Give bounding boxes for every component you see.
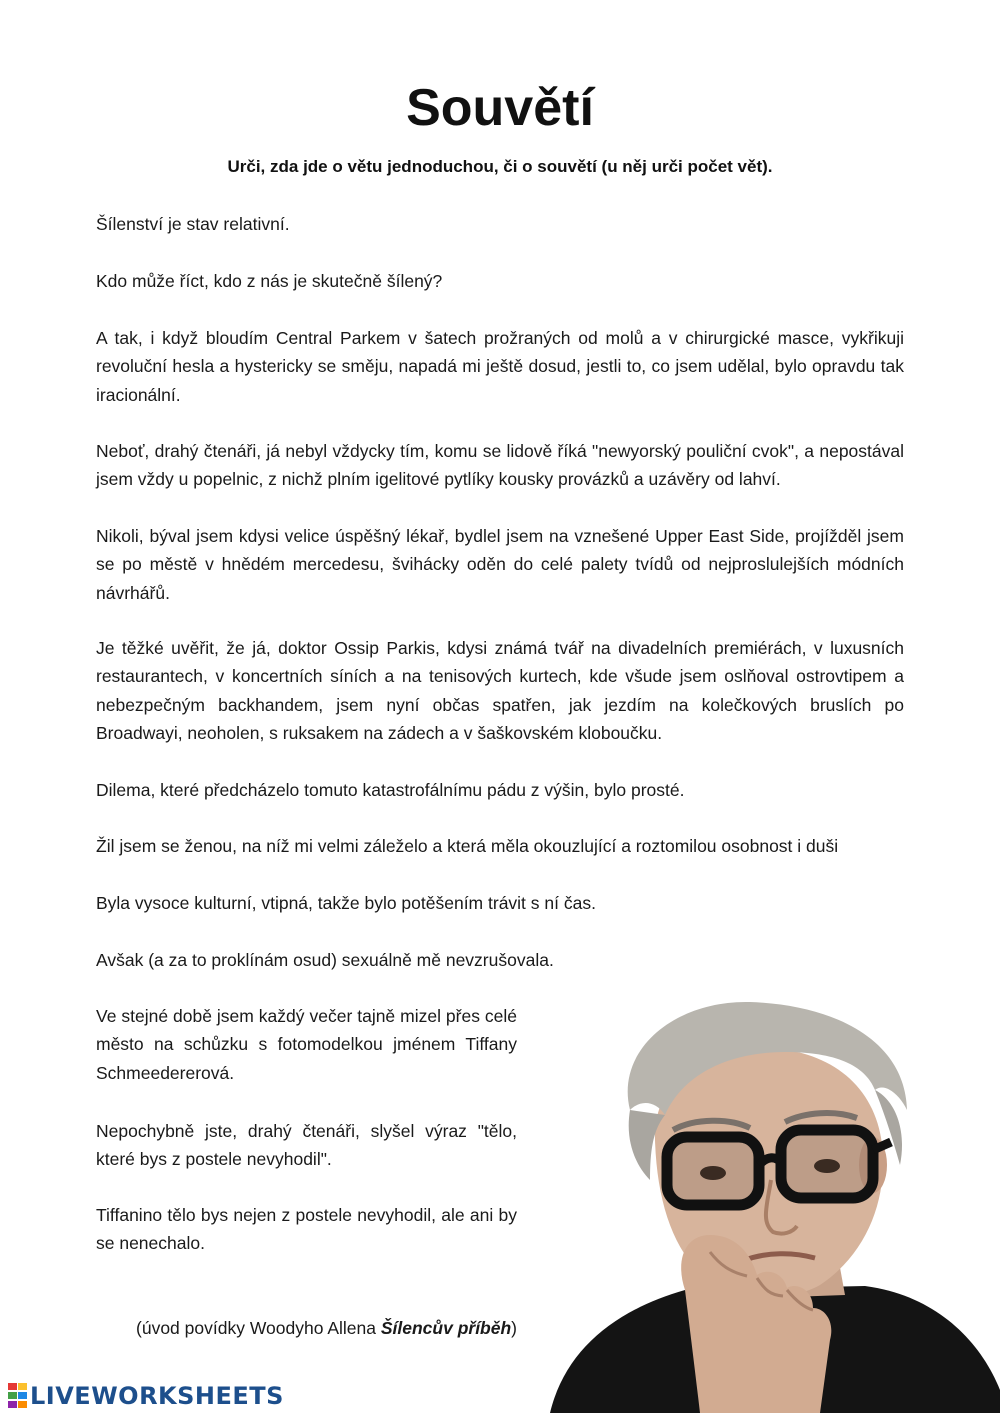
paragraph-10: Avšak (a za to proklínám osud) sexuálně mě nevzrušovala. — [96, 950, 554, 970]
liveworksheets-logo-text: LIVEWORKSHEETS — [30, 1382, 284, 1410]
paragraph-8: Žil jsem se ženou, na níž mi velmi záleželo a která měla okouzlující a roztomilou osobnost i duši — [96, 836, 839, 856]
liveworksheets-logo — [8, 1380, 284, 1412]
paragraph-4: Neboť, drahý čtenáři, já nebyl vždycky tím, komu se lidově říká "newyorský pouliční cvok", a nepostával jsem vždy u popelnic, z nichž plním igelitové pytlíky kousky provázků a uzávěry od lahví. — [96, 441, 904, 490]
paragraph-9: Byla vysoce kulturní, vtipná, takže bylo potěšením trávit s ní čas. — [96, 893, 596, 913]
source-prefix: (úvod povídky Woodyho Allena — [136, 1318, 381, 1338]
portrait-photo — [535, 990, 1000, 1413]
paragraph-6: Je těžké uvěřit, že já, doktor Ossip Parkis, kdysi známá tvář na divadelních premiérách, v luxusních restaurantech, v koncertních síních a na tenisových kurtech, kde všude jsem oslňoval ostrovtipem a nebezpečným backhandem, jsem nyní občas spatřen, jak jezdím na kolečkových bruslích po Broadwayi, neoholen, s ruksakem na zádech a v šaškovském kloboučku. — [96, 638, 904, 743]
instruction: Urči, zda jde o větu jednoduchou, či o souvětí (u něj urči počet vět). — [227, 157, 773, 176]
source-work-title: Šílencův příběh — [380, 1318, 512, 1338]
paragraph-1: Šílenství je stav relativní. — [96, 214, 290, 234]
paragraph-7: Dilema, které předcházelo tomuto katastrofálnímu pádu z výšin, bylo prosté. — [96, 780, 685, 800]
paragraph-13: Tiffanino tělo bys nejen z postele nevyhodil, ale ani by se nenechalo. — [96, 1205, 517, 1254]
liveworksheets-logo-icon — [8, 1383, 28, 1409]
source-citation — [96, 1314, 517, 1342]
paragraph-5: Nikoli, býval jsem kdysi velice úspěšný lékař, bydlel jsem na vznešené Upper East Side, projížděl jsem se po městě v hnědém mercedesu, švihácky oděn do celé palety tvídů od nejproslulejších módních návrhářů. — [96, 526, 904, 603]
paragraph-11: Ve stejné době jsem každý večer tajně mizel přes celé město na schůzku s fotomodelkou jménem Tiffany Schmeedererová. — [96, 1006, 517, 1083]
paragraph-12: Nepochybně jste, drahý čtenáři, slyšel výraz "tělo, které bys z postele nevyhodil". — [96, 1121, 517, 1170]
paragraph-3: A tak, i když bloudím Central Parkem v šatech prožraných od molů a v chirurgické masce, vykřikuji revoluční hesla a hystericky se směju, napadá mi ještě dosud, jestli to, co jsem udělal, bylo opravdu tak iracionální. — [96, 328, 904, 405]
source-suffix: ) — [511, 1318, 517, 1338]
page-title: Souvětí — [406, 79, 594, 137]
paragraph-2: Kdo může říct, kdo z nás je skutečně šílený? — [96, 271, 443, 291]
